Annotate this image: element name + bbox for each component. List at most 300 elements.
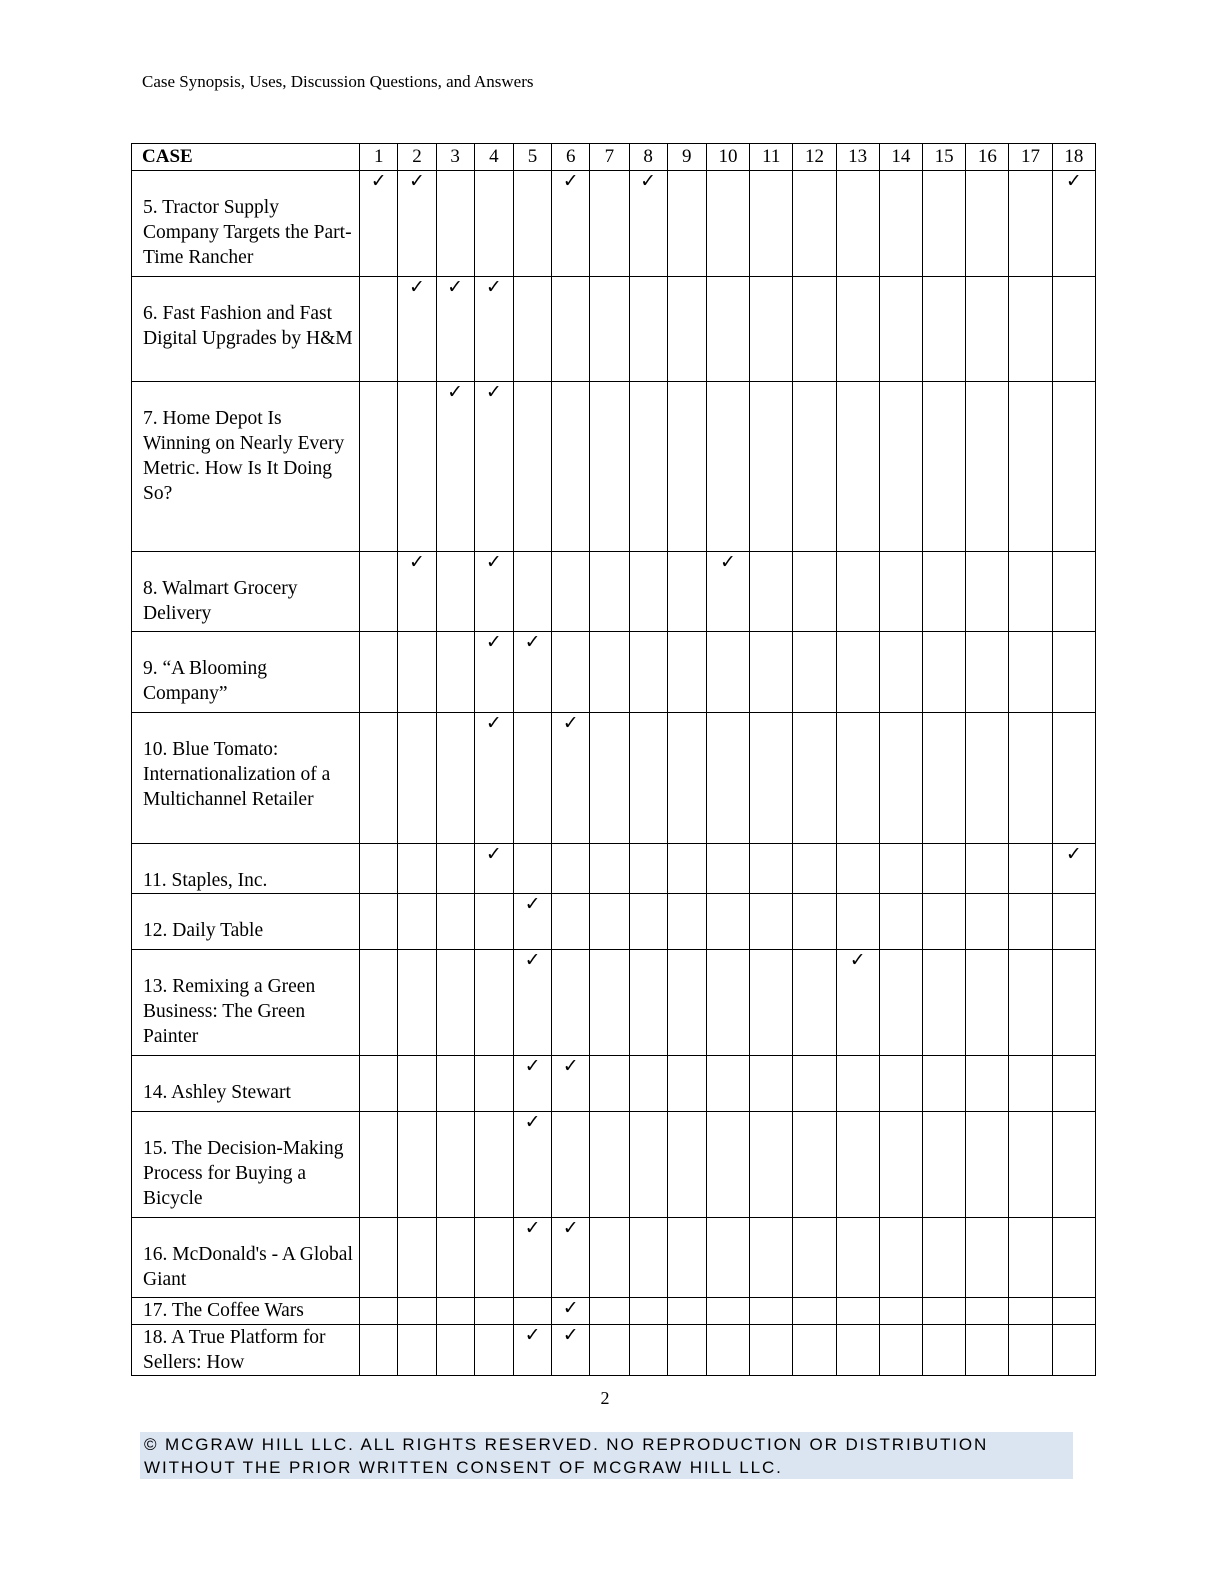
chapter-cell (398, 277, 436, 382)
case-name-cell (132, 277, 360, 382)
chapter-cell (966, 277, 1009, 382)
chapter-cell (360, 894, 398, 950)
chapter-cell (398, 894, 436, 950)
chapter-cell (667, 894, 706, 950)
table-row (132, 382, 1096, 552)
chapter-cell (474, 1325, 513, 1376)
chapter-cell (360, 1325, 398, 1376)
table-row (132, 1218, 1096, 1298)
chapter-cell (552, 844, 590, 894)
chapter-cell (667, 277, 706, 382)
chapter-cell (836, 632, 879, 713)
chapter-cell (1009, 632, 1052, 713)
chapter-cell (667, 950, 706, 1056)
chapter-cell (879, 844, 922, 894)
table-row (132, 1325, 1096, 1376)
chapter-cell (474, 1112, 513, 1218)
case-name-cell (132, 844, 360, 894)
table-row (132, 1298, 1096, 1325)
case-chapter-table (131, 143, 1096, 1376)
checkmark-icon: ✓ (640, 170, 657, 192)
chapter-cell (360, 1218, 398, 1298)
chapter-cell (836, 1056, 879, 1112)
chapter-cell (629, 552, 667, 632)
chapter-cell (966, 713, 1009, 844)
chapter-cell (750, 632, 793, 713)
chapter-column-header: 3 (436, 144, 474, 171)
chapter-cell (629, 277, 667, 382)
chapter-cell (398, 1056, 436, 1112)
checkmark-icon: ✓ (485, 551, 502, 573)
chapter-cell (398, 950, 436, 1056)
case-name: 15. The Decision-Making Process for Buying a Bicycle (143, 1138, 344, 1209)
chapter-cell (360, 382, 398, 552)
chapter-cell (750, 1325, 793, 1376)
chapter-cell (706, 632, 749, 713)
chapter-cell (629, 1112, 667, 1218)
chapter-cell (552, 894, 590, 950)
chapter-cell (793, 844, 836, 894)
case-name-cell (132, 950, 360, 1056)
case-name: 9. “A Blooming Company” (143, 658, 268, 704)
chapter-cell (398, 713, 436, 844)
chapter-cell (966, 1218, 1009, 1298)
case-name: 18. A True Platform for Sellers: How (143, 1327, 326, 1373)
table-row (132, 844, 1096, 894)
table-row (132, 632, 1096, 713)
chapter-cell (360, 552, 398, 632)
chapter-cell (706, 844, 749, 894)
chapter-cell (474, 1298, 513, 1325)
chapter-cell (1009, 713, 1052, 844)
chapter-cell (552, 382, 590, 552)
case-name-cell (132, 632, 360, 713)
chapter-cell (513, 844, 551, 894)
table-row (132, 894, 1096, 950)
chapter-column-header: 10 (706, 144, 749, 171)
case-name: 17. The Coffee Wars (143, 1300, 304, 1321)
case-name: 12. Daily Table (143, 920, 264, 941)
chapter-cell (1009, 1056, 1052, 1112)
copyright-notice (140, 1432, 1073, 1479)
chapter-cell (793, 632, 836, 713)
chapter-cell (552, 713, 590, 844)
chapter-cell (360, 1298, 398, 1325)
chapter-cell (629, 1218, 667, 1298)
chapter-cell (629, 844, 667, 894)
checkmark-icon: ✓ (562, 170, 579, 192)
chapter-cell (879, 1056, 922, 1112)
chapter-cell (793, 1298, 836, 1325)
checkmark-icon: ✓ (849, 949, 866, 971)
chapter-cell (474, 277, 513, 382)
chapter-cell (513, 552, 551, 632)
chapter-cell (879, 894, 922, 950)
chapter-cell (706, 1325, 749, 1376)
chapter-cell (667, 552, 706, 632)
chapter-cell (513, 382, 551, 552)
checkmark-icon: ✓ (485, 631, 502, 653)
chapter-cell (629, 713, 667, 844)
chapter-cell (360, 171, 398, 277)
chapter-cell (923, 950, 966, 1056)
chapter-cell (966, 382, 1009, 552)
checkmark-icon: ✓ (1065, 170, 1082, 192)
chapter-cell (474, 171, 513, 277)
chapter-cell (1009, 382, 1052, 552)
running-header: Case Synopsis, Uses, Discussion Questions, and Answers (142, 72, 534, 91)
chapter-cell (750, 1112, 793, 1218)
chapter-cell (436, 171, 474, 277)
chapter-column-header: 11 (750, 144, 793, 171)
chapter-cell (1009, 1112, 1052, 1218)
chapter-cell (706, 1298, 749, 1325)
chapter-cell (793, 1325, 836, 1376)
chapter-cell (552, 1325, 590, 1376)
chapter-cell (836, 171, 879, 277)
chapter-cell (923, 1056, 966, 1112)
chapter-cell (474, 950, 513, 1056)
chapter-cell (360, 844, 398, 894)
chapter-cell (398, 382, 436, 552)
chapter-cell (923, 382, 966, 552)
chapter-cell (398, 1298, 436, 1325)
chapter-cell (793, 277, 836, 382)
case-name-cell (132, 894, 360, 950)
chapter-column-header: 14 (879, 144, 922, 171)
chapter-cell (1052, 382, 1095, 552)
chapter-cell (793, 1056, 836, 1112)
chapter-cell (836, 552, 879, 632)
copyright-line: WITHOUT THE PRIOR WRITTEN CONSENT OF MCGRAW HILL LLC. (144, 1458, 783, 1477)
chapter-cell (966, 171, 1009, 277)
chapter-cell (1052, 1298, 1095, 1325)
chapter-cell (706, 1112, 749, 1218)
chapter-cell (1052, 171, 1095, 277)
chapter-cell (1009, 1325, 1052, 1376)
chapter-cell (923, 713, 966, 844)
checkmark-icon: ✓ (408, 551, 425, 573)
chapter-cell (706, 277, 749, 382)
chapter-cell (1052, 1325, 1095, 1376)
chapter-column-header: 2 (398, 144, 436, 171)
chapter-cell (629, 171, 667, 277)
chapter-cell (667, 1325, 706, 1376)
chapter-cell (590, 844, 629, 894)
case-name-cell (132, 1325, 360, 1376)
chapter-cell (629, 382, 667, 552)
chapter-cell (552, 552, 590, 632)
chapter-cell (513, 713, 551, 844)
chapter-cell (398, 171, 436, 277)
chapter-cell (474, 382, 513, 552)
chapter-cell (667, 632, 706, 713)
chapter-cell (398, 552, 436, 632)
table-row (132, 1056, 1096, 1112)
chapter-cell (750, 1218, 793, 1298)
chapter-cell (966, 552, 1009, 632)
case-name: 14. Ashley Stewart (143, 1082, 291, 1103)
chapter-cell (590, 552, 629, 632)
chapter-cell (436, 552, 474, 632)
chapter-cell (590, 277, 629, 382)
chapter-column-header: 17 (1009, 144, 1052, 171)
case-name-cell (132, 552, 360, 632)
chapter-cell (474, 1218, 513, 1298)
chapter-cell (750, 950, 793, 1056)
chapter-cell (793, 950, 836, 1056)
chapter-cell (966, 632, 1009, 713)
chapter-cell (879, 713, 922, 844)
chapter-cell (706, 382, 749, 552)
chapter-cell (436, 844, 474, 894)
chapter-cell (667, 1112, 706, 1218)
chapter-cell (436, 1298, 474, 1325)
case-name: 11. Staples, Inc. (143, 870, 268, 891)
chapter-cell (1009, 1298, 1052, 1325)
chapter-cell (629, 1298, 667, 1325)
checkmark-icon: ✓ (562, 712, 579, 734)
checkmark-icon: ✓ (408, 170, 425, 192)
chapter-cell (398, 632, 436, 713)
chapter-cell (436, 950, 474, 1056)
case-name: 6. Fast Fashion and Fast Digital Upgrades by H&M (143, 303, 353, 349)
chapter-cell (552, 950, 590, 1056)
chapter-cell (706, 1056, 749, 1112)
chapter-cell (513, 632, 551, 713)
chapter-cell (552, 1112, 590, 1218)
chapter-cell (793, 171, 836, 277)
chapter-cell (706, 713, 749, 844)
chapter-cell (836, 713, 879, 844)
checkmark-icon: ✓ (370, 170, 387, 192)
chapter-cell (706, 1218, 749, 1298)
chapter-cell (436, 894, 474, 950)
chapter-cell (1052, 552, 1095, 632)
checkmark-icon: ✓ (524, 631, 541, 653)
chapter-cell (436, 1112, 474, 1218)
table-row (132, 552, 1096, 632)
chapter-cell (474, 632, 513, 713)
chapter-cell (667, 1298, 706, 1325)
chapter-cell (398, 844, 436, 894)
chapter-cell (706, 894, 749, 950)
chapter-cell (793, 713, 836, 844)
chapter-cell (1009, 171, 1052, 277)
chapter-cell (879, 171, 922, 277)
chapter-cell (836, 1218, 879, 1298)
table-row (132, 277, 1096, 382)
chapter-cell (513, 171, 551, 277)
chapter-cell (436, 632, 474, 713)
checkmark-icon: ✓ (485, 276, 502, 298)
chapter-cell (1052, 1056, 1095, 1112)
chapter-cell (836, 277, 879, 382)
table-row (132, 713, 1096, 844)
chapter-cell (1009, 277, 1052, 382)
chapter-cell (436, 382, 474, 552)
chapter-cell (629, 894, 667, 950)
chapter-cell (879, 1298, 922, 1325)
chapter-cell (360, 277, 398, 382)
chapter-column-header: 13 (836, 144, 879, 171)
chapter-cell (513, 1298, 551, 1325)
chapter-cell (667, 713, 706, 844)
chapter-cell (923, 1298, 966, 1325)
chapter-cell (966, 1325, 1009, 1376)
chapter-cell (836, 950, 879, 1056)
chapter-cell (923, 1218, 966, 1298)
checkmark-icon: ✓ (524, 1055, 541, 1077)
chapter-cell (793, 1218, 836, 1298)
chapter-cell (436, 277, 474, 382)
chapter-cell (923, 1325, 966, 1376)
chapter-column-header: 1 (360, 144, 398, 171)
chapter-cell (513, 1218, 551, 1298)
chapter-cell (706, 171, 749, 277)
chapter-column-header: 5 (513, 144, 551, 171)
chapter-cell (966, 1298, 1009, 1325)
chapter-cell (836, 844, 879, 894)
chapter-cell (706, 552, 749, 632)
table-header-row (132, 144, 1096, 171)
chapter-cell (590, 171, 629, 277)
chapter-cell (629, 1056, 667, 1112)
chapter-cell (879, 382, 922, 552)
case-name: 10. Blue Tomato: Internationalization of a Multichannel Retailer (143, 739, 331, 810)
chapter-cell (513, 894, 551, 950)
chapter-cell (1052, 713, 1095, 844)
case-name-cell (132, 713, 360, 844)
chapter-cell (436, 1218, 474, 1298)
chapter-cell (923, 894, 966, 950)
chapter-cell (750, 277, 793, 382)
chapter-cell (1009, 950, 1052, 1056)
checkmark-icon: ✓ (562, 1324, 579, 1346)
chapter-cell (923, 844, 966, 894)
checkmark-icon: ✓ (524, 1111, 541, 1133)
chapter-cell (923, 277, 966, 382)
case-column-header: CASE (132, 144, 360, 171)
chapter-cell (1052, 1112, 1095, 1218)
chapter-cell (552, 1056, 590, 1112)
chapter-cell (590, 1218, 629, 1298)
chapter-cell (667, 1218, 706, 1298)
chapter-cell (966, 844, 1009, 894)
chapter-cell (629, 950, 667, 1056)
chapter-cell (398, 1218, 436, 1298)
chapter-cell (513, 950, 551, 1056)
chapter-cell (879, 277, 922, 382)
chapter-cell (474, 1056, 513, 1112)
chapter-cell (552, 277, 590, 382)
chapter-cell (590, 1112, 629, 1218)
chapter-cell (436, 713, 474, 844)
table-row (132, 950, 1096, 1056)
chapter-cell (360, 950, 398, 1056)
chapter-column-header: 18 (1052, 144, 1095, 171)
chapter-cell (923, 1112, 966, 1218)
chapter-column-header: 4 (474, 144, 513, 171)
chapter-cell (1052, 1218, 1095, 1298)
chapter-cell (667, 382, 706, 552)
chapter-cell (360, 713, 398, 844)
case-name-cell (132, 1218, 360, 1298)
chapter-cell (667, 1056, 706, 1112)
chapter-cell (360, 1056, 398, 1112)
chapter-cell (923, 632, 966, 713)
chapter-column-header: 16 (966, 144, 1009, 171)
chapter-cell (513, 277, 551, 382)
chapter-cell (590, 632, 629, 713)
chapter-cell (879, 632, 922, 713)
chapter-column-header: 8 (629, 144, 667, 171)
chapter-cell (590, 382, 629, 552)
chapter-cell (793, 552, 836, 632)
chapter-cell (552, 1218, 590, 1298)
chapter-cell (436, 1325, 474, 1376)
chapter-cell (750, 713, 793, 844)
chapter-cell (667, 844, 706, 894)
chapter-cell (590, 1325, 629, 1376)
chapter-column-header: 9 (667, 144, 706, 171)
case-name: 13. Remixing a Green Business: The Green Painter (143, 976, 316, 1047)
chapter-cell (923, 171, 966, 277)
checkmark-icon: ✓ (485, 843, 502, 865)
chapter-cell (360, 632, 398, 713)
chapter-cell (750, 552, 793, 632)
chapter-cell (923, 552, 966, 632)
chapter-cell (750, 1056, 793, 1112)
checkmark-icon: ✓ (408, 276, 425, 298)
chapter-cell (750, 894, 793, 950)
checkmark-icon: ✓ (524, 893, 541, 915)
chapter-column-header: 12 (793, 144, 836, 171)
case-name: 5. Tractor Supply Company Targets the Part-Time Rancher (143, 197, 352, 268)
case-name-cell (132, 171, 360, 277)
checkmark-icon: ✓ (447, 276, 464, 298)
chapter-cell (1009, 1218, 1052, 1298)
chapter-cell (552, 1298, 590, 1325)
case-name: 7. Home Depot Is Winning on Nearly Every Metric. How Is It Doing So? (143, 408, 345, 504)
copyright-line: © MCGRAW HILL LLC. ALL RIGHTS RESERVED. NO REPRODUCTION OR DISTRIBUTION (144, 1435, 989, 1454)
checkmark-icon: ✓ (485, 712, 502, 734)
chapter-cell (398, 1112, 436, 1218)
chapter-cell (474, 894, 513, 950)
case-name-cell (132, 1056, 360, 1112)
chapter-cell (629, 1325, 667, 1376)
chapter-cell (590, 1298, 629, 1325)
chapter-cell (474, 713, 513, 844)
checkmark-icon: ✓ (562, 1217, 579, 1239)
chapter-cell (590, 894, 629, 950)
chapter-cell (750, 1298, 793, 1325)
case-name-cell (132, 382, 360, 552)
chapter-cell (836, 382, 879, 552)
checkmark-icon: ✓ (485, 381, 502, 403)
chapter-cell (360, 1112, 398, 1218)
case-name-cell (132, 1298, 360, 1325)
checkmark-icon: ✓ (1065, 843, 1082, 865)
chapter-cell (966, 1056, 1009, 1112)
table-row (132, 1112, 1096, 1218)
chapter-cell (513, 1056, 551, 1112)
case-name: 8. Walmart Grocery Delivery (143, 578, 298, 624)
chapter-cell (706, 950, 749, 1056)
chapter-cell (966, 950, 1009, 1056)
chapter-cell (1009, 552, 1052, 632)
chapter-cell (590, 713, 629, 844)
